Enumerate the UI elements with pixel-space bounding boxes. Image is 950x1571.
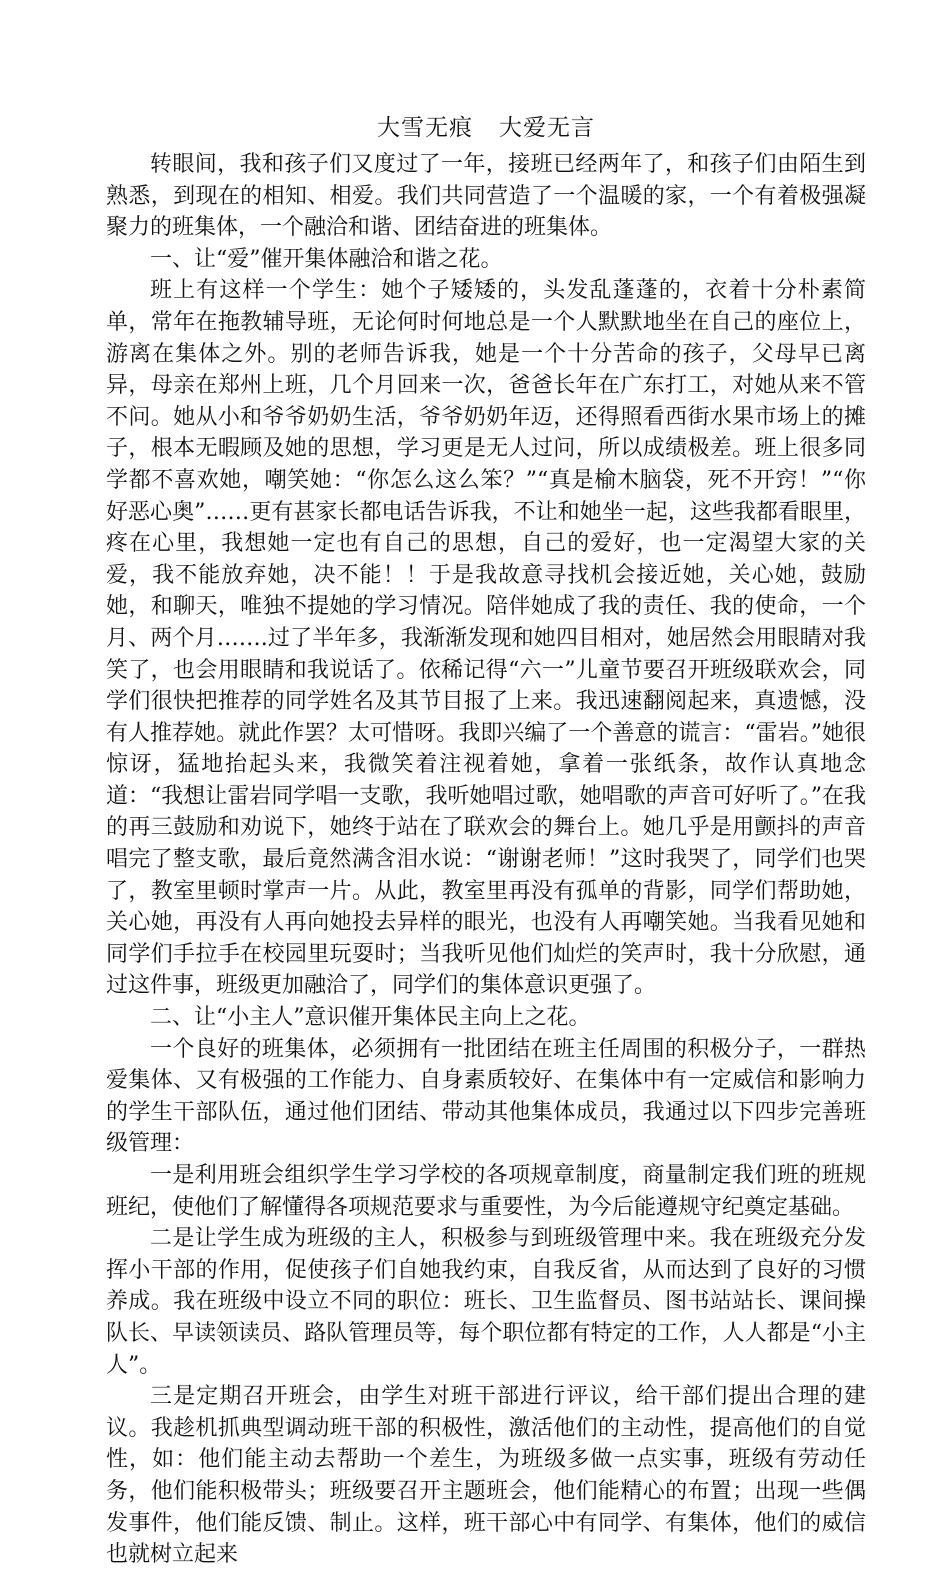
paragraph-step-3: 三是定期召开班会，由学生对班干部进行评议，给干部们提出合理的建议。我趁机抓典型调动班干部的积极性，激活他们的主动性，提高他们的自觉性，如：他们能主动去帮助一个差生，为班级多做一点实事，班级有劳动任务，他们能积极带头；班级要召开主题班会，他们能精心的布置；出现一些偶发事件，他们能反馈、制止。这样，班干部心中有同学、有集体，他们的威信也就树立起来 [106,1384,866,1568]
paragraph-intro: 转眼间，我和孩子们又度过了一年，接班已经两年了，和孩子们由陌生到熟悉，到现在的相知、相爱。我们共同营造了一个温暖的家，一个有着极强凝聚力的班集体，一个融洽和谐、团结奋进的班集体。 [106,152,866,241]
title-left: 大雪无痕 [377,115,473,141]
title-right: 大爱无言 [499,115,595,141]
section-heading-1: 一、让“爱”催开集体融洽和谐之花。 [150,246,503,272]
document-page [106,111,866,1571]
section-heading-2: 二、让“小主人”意识催开集体民主向上之花。 [150,1005,591,1031]
document-title [106,111,866,145]
paragraph-step-2: 二是让学生成为班级的主人，积极参与到班级管理中来。我在班级充分发挥小干部的作用，促使孩子们自她我约束，自我反省，从而达到了良好的习惯养成。我在班级中设立不同的职位：班长、卫生监督员、图书站站长、课间操队长、早读领读员、路队管理员等，每个职位都有特定的工作，人人都是“小主人”。 [106,1226,866,1378]
paragraph-cadre: 一个良好的班集体，必须拥有一批团结在班主任周围的积极分子，一群热爱集体、又有极强的工作能力、自身素质较好、在集体中有一定威信和影响力的学生干部队伍，通过他们团结、带动其他集体成员，我通过以下四步完善班级管理： [106,1036,866,1157]
paragraph-step-1: 一是利用班会组织学生学习学校的各项规章制度，商量制定我们班的班规班纪，使他们了解懂得各项规范要求与重要性，为今后能遵规守纪奠定基础。 [106,1163,866,1220]
paragraph-story: 班上有这样一个学生：她个子矮矮的，头发乱蓬蓬的，衣着十分朴素简单，常年在拖教辅导班，无论何时何地总是一个人默默地坐在自己的座位上，游离在集体之外。别的老师告诉我，她是一个十分苦命的孩子，父母早已离异，母亲在郑州上班，几个月回来一次，爸爸长年在广东打工，对她从来不管不问。她从小和爷爷奶奶生活，爷爷奶奶年迈，还得照看西街水果市场上的摊子，根本无暇顾及她的思想，学习更是无人过问，所以成绩极差。班上很多同学都不喜欢她，嘲笑她：“你怎么这么笨？”“真是榆木脑袋，死不开窍！”“你好恶心奥”……更有甚家长都电话告诉我，不让和她坐一起，这些我都看眼里，疼在心里，我想她一定也有自己的思想，自己的爱好，也一定渴望大家的关爱，我不能放弃她，决不能！！于是我故意寻找机会接近她，关心她，鼓励她，和聊天，唯独不提她的学习情况。陪伴她成了我的责任、我的使命，一个月、两个月…….过了半年多，我渐渐发现和她四目相对，她居然会用眼睛对我笑了，也会用眼睛和我说话了。依稀记得“六一”儿童节要召开班级联欢会，同学们很快把推荐的同学姓名及其节目报了上来。我迅速翻阅起来，真遗憾，没有人推荐她。就此作罢？太可惜呀。我即兴编了一个善意的谎言：“雷岩。”她很惊讶，猛地抬起头来，我微笑着注视着她，拿着一张纸条，故作认真地念道：“我想让雷岩同学唱一支歌，我听她唱过歌，她唱歌的声音可好听了。”在我的再三鼓励和劝说下，她终于站在了联欢会的舞台上。她几乎是用颤抖的声音唱完了整支歌，最后竟然满含泪水说：“谢谢老师！”这时我哭了，同学们也哭了，教室里顿时掌声一片。从此，教室里再没有孤单的背影，同学们帮助她，关心她，再没有人再向她投去异样的眼光，也没有人再嘲笑她。当我看见她和同学们手拉手在校园里玩耍时；当我听见他们灿烂的笑声时，我十分欣慰，通过这件事，班级更加融洽了，同学们的集体意识更强了。 [106,278,866,999]
